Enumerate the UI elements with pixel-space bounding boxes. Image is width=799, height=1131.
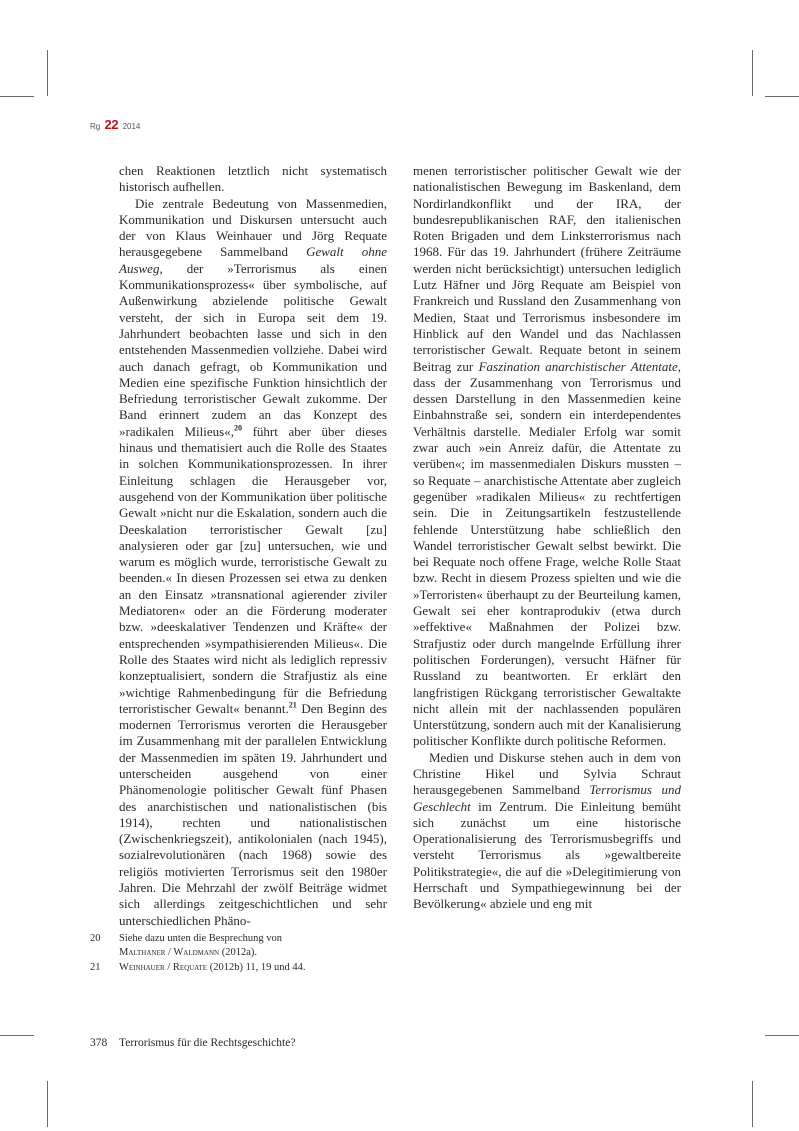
paragraph: chen Reaktionen letztlich nicht systematisch historisch aufhellen. [119,163,387,195]
author-names: Weinhauer / Requate [119,962,208,973]
left-text-column [119,163,387,929]
footnotes [90,932,330,977]
page-footer [90,1037,295,1049]
right-text-column [413,163,681,913]
crop-mark-left-bottom [0,1035,34,1036]
text-run: Die zentrale Bedeutung von Massenmedien, Kommunikation und Diskursen untersucht auch der von Klaus Weinhauer und Jörg Requate herausgegebene Sammelband [119,195,387,260]
author-names: Malthaner / Waldmann [119,946,220,958]
text-run: Den Beginn des modernen Terrorismus verorten die Herausgeber im Zusammenhang mit der parallelen Entwicklung der Massenmedien im späten 19. Jahrhundert und unterscheiden ausgehend von einer Phänomenologie politischer Gewalt fünf Phasen des anarchistischen und nationalistischen (bis 1914), rechten und nationalistischen (Zwischenkriegszeit), antikolonialen (nach 1945), sozialrevolutionären (nach 1968) sowie des religiös motivierten Terrorismus seit den 1980er Jahren. Die Mehrzahl der zwölf Beiträge widmet sich allerdings zeitgeschichtlichen und sehr unterschiedlichen Phäno- [119,700,387,928]
article-title: Faszination anarchistischer Attentate [478,358,678,374]
running-head [90,117,140,132]
text-run: Medien und Diskurse stehen auch in dem von Christine Hikel und Sylvia Schraut herausgegebenen Sammelband [413,749,681,798]
footnote [90,961,330,975]
crop-mark-top-right [752,50,753,96]
footnote-ref[interactable]: 21 [288,700,297,710]
crop-mark-left-top [0,96,34,97]
footer-title: Terrorismus für die Rechtsgeschichte? [119,1037,296,1049]
crop-mark-bottom-right [752,1081,753,1127]
footnote-text [119,932,330,959]
text-run: (2012b) 11, 19 und 44. [207,962,306,973]
journal-year: 2014 [122,122,141,131]
book-title: Gewalt ohne Ausweg [119,244,387,276]
text-run: , dass der Zusammenhang von Terrorismus und dessen Darstellung in den Massenmedien keine Einbahnstraße sei, sondern ein interdependentes Verhältnis darstelle. Medialer Erfolg war somit zwar auch »ein Anreiz dafür, die Attentate zu verüben«; im massenmedialen Diskurs mussten – so Requate – anarchistische Attentate aber zugleich gegenüber »radikalen Milieus« zu rechtfertigen sein. Die in Zeitungsartikeln festzustellende fehlende Unterstützung habe schließlich den Wandel terroristischer Gewalt selbst bewirkt. Die bei Requate noch offene Frage, welche Rolle Staat bzw. Recht in diesem Prozess spielten und wie die »Terroristen« überhaupt zu der Beurteilung kamen, Gewalt sei eher kontraprodukiv (etwa durch »effektive« Maßnahmen der Polizei bzw. Strafjustiz oder durch mangelnde Erfüllung ihrer politischen Forderungen), versucht Häfner für Russland zu beantworten. Er erklärt den langfristigen Rückgang terroristischer Gewaltakte nicht allein mit der nachlassenden populären Unterstützung, sondern auch mit der Kanalisierung politischer Konflikte durch politische Reformen. [413,358,681,749]
text-run: , der »Terrorismus als einen Kommunikationsprozess« über symbolische, auf Außenwirkung abzielende politische Gewalt versteht, der sich in Europa seit dem 19. Jahrhundert beobachten lasse und sich in den entstehenden Massenmedien vollziehe. Dabei wird auch danach gefragt, ob Kommunikation und Medien eine spezifische Funktion hinsichtlich der Befriedung terroristischer Gewalt zukomme. Der Band erinnert zudem an das Konzept des »radikalen Milieus«, [119,260,387,439]
paragraph [413,163,681,750]
paragraph [119,196,387,929]
text-run: im Zentrum. Die Einleitung bemüht sich zunächst um eine historische Operationalisierung des Terrorismusbegriffs und versteht Terrorismus als »gewaltbereite Politikstrategie«, die auf die »Delegitimierung von Herrschaft und Sympathiegewinnung bei der Bevölkerung« abziele und eng mit [413,798,681,912]
crop-mark-right-bottom [765,1035,799,1036]
crop-mark-bottom-left [47,1081,48,1127]
footnote [90,932,330,959]
journal-abbrev: Rg [90,122,101,131]
footnote-text [119,961,330,975]
crop-mark-right-top [765,96,799,97]
footnote-ref[interactable]: 20 [233,423,242,433]
text-run: menen terroristischer politischer Gewalt wie der nationalistischen Bewegung im Baskenland, dem Nordirlandkonflikt und der IRA, der bundesrepublikanischen RAF, den italienischen Roten Brigaden und dem Linksterrorismus nach 1968. Für das 19. Jahrhundert (frühere Zeiträume werden nicht berücksichtigt) untersuchen lediglich Lutz Häfner und Jörg Requate am Beispiel von Frankreich und Russland den Zusammenhang von Medien, Staat und Terrorismus insbesondere im Hinblick auf den Wandel und das Nachlassen terroristischer Gewalt. Requate betont in seinem Beitrag zur [413,163,681,374]
paragraph [413,750,681,913]
footnote-number: 20 [90,933,101,944]
page-number: 378 [90,1037,108,1049]
book-title: Terrorismus und Geschlecht [413,782,681,814]
text-run: Siehe dazu unten die Besprechung von [119,933,282,944]
text-run: führt aber über dieses hinaus und thematisiert auch die Rolle des Staates in solchen Kommunikationsprozessen. In ihrer Einleitung schlagen die Herausgeber vor, ausgehend von der Kommunikation über politische Gewalt »nicht nur die Eskalation, sondern auch die Deeskalation terroristischer Gewalt [zu] analysieren oder gar [zu] untersuchen, wie und warum es möglich wurde, terroristische Gewalt zu beenden.« In diesen Prozessen sei etwa zu denken an den Einsatz »transnational agierender ziviler Mediatoren« oder an die Förderung moderater bzw. »deeskalativer Tendenzen und Kräfte« der entsprechenden »sympathisierenden Milieus«. Die Rolle des Staates wird nicht als lediglich repressiv konzeptualisiert, sondern die Strafjustiz als eine »wichtige Rahmenbedingung für die Befriedung terroristischer Gewalt« benannt. [119,423,387,716]
issue-number: 22 [104,117,119,132]
footnote-number: 21 [90,962,101,973]
text-run: (2012a). [219,946,257,958]
crop-mark-top-left [47,50,48,96]
